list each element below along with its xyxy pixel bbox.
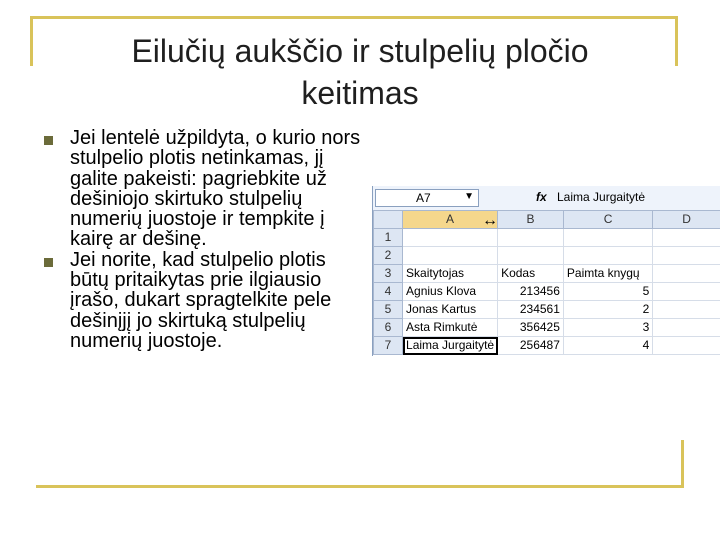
row-header[interactable]: 1	[374, 229, 403, 247]
frame-bottom-line	[36, 485, 684, 488]
column-header-c[interactable]: C	[563, 211, 652, 229]
row-header[interactable]: 2	[374, 247, 403, 265]
select-all-corner[interactable]	[374, 211, 403, 229]
cell[interactable]	[563, 229, 652, 247]
cell[interactable]: 256487	[498, 337, 564, 355]
dropdown-arrow-icon[interactable]: ▼	[464, 191, 474, 202]
cell[interactable]: Skaitytojas	[403, 265, 498, 283]
frame-bottom-right-line	[681, 440, 684, 488]
cell[interactable]: Kodas	[498, 265, 564, 283]
resize-cursor-icon: ↔	[482, 212, 498, 229]
cell[interactable]: 4	[563, 337, 652, 355]
cell[interactable]	[403, 229, 498, 247]
cell[interactable]	[653, 229, 720, 247]
name-box[interactable]	[375, 189, 479, 207]
table-row	[374, 301, 720, 319]
cell[interactable]	[653, 265, 720, 283]
bullet-square-icon	[44, 136, 53, 145]
cell[interactable]: 234561	[498, 301, 564, 319]
table-row	[374, 247, 720, 265]
function-icon[interactable]: fx	[536, 190, 547, 204]
title-line-2: keitimas	[301, 75, 419, 111]
bullet-square-icon	[44, 258, 53, 267]
cell[interactable]	[498, 247, 564, 265]
cell[interactable]	[498, 229, 564, 247]
cell[interactable]	[563, 247, 652, 265]
bullet-text: Jei norite, kad stulpelio plotis būtų pritaikytas prie ilgiausio įrašo, dukart spragtelkite pele dešinįjį jo skirtuką stulpelių numerių juostoje.	[70, 248, 332, 352]
title-line-1: Eilučių aukščio ir stulpelių pločio	[131, 33, 589, 69]
table-row	[374, 265, 720, 283]
formula-bar	[373, 186, 720, 211]
cell-grid	[373, 210, 720, 355]
bullet-list	[44, 128, 374, 351]
cell[interactable]: Asta Rimkutė	[403, 319, 498, 337]
row-header[interactable]: 5	[374, 301, 403, 319]
bullet-item	[44, 250, 374, 351]
cell[interactable]	[653, 283, 720, 301]
column-header-b[interactable]: B	[498, 211, 564, 229]
cell[interactable]	[653, 337, 720, 355]
cell[interactable]	[653, 319, 720, 337]
frame-left-line	[30, 16, 33, 66]
formula-input[interactable]: Laima Jurgaitytė	[557, 190, 646, 204]
cell[interactable]	[653, 247, 720, 265]
slide-title	[40, 30, 680, 114]
table-row	[374, 283, 720, 301]
bullet-item	[44, 128, 374, 250]
row-header[interactable]: 7	[374, 337, 403, 355]
cell[interactable]: 5	[563, 283, 652, 301]
cell[interactable]: Paimta knygų	[563, 265, 652, 283]
table-row	[374, 319, 720, 337]
row-header[interactable]: 6	[374, 319, 403, 337]
cell[interactable]: 356425	[498, 319, 564, 337]
cell[interactable]	[403, 247, 498, 265]
bullet-text: Jei lentelė užpildyta, o kurio nors stulpelio plotis netinkamas, jį galite pakeisti: pagriebkite už dešiniojo skirtuko stulpelių numerių juostoje ir tempkite į kairę ar dešinę.	[70, 127, 361, 251]
table-row	[374, 229, 720, 247]
cell[interactable]: 3	[563, 319, 652, 337]
cell[interactable]: 213456	[498, 283, 564, 301]
cell[interactable]	[653, 301, 720, 319]
cell[interactable]: Agnius Klova	[403, 283, 498, 301]
spreadsheet-screenshot	[372, 186, 720, 356]
frame-top-line	[30, 16, 678, 19]
column-header-a[interactable]: A	[403, 211, 498, 229]
row-header[interactable]: 3	[374, 265, 403, 283]
cell[interactable]: Jonas Kartus	[403, 301, 498, 319]
active-cell[interactable]: Laima Jurgaitytė	[403, 337, 498, 355]
column-header-d[interactable]: D	[653, 211, 720, 229]
table-row	[374, 337, 720, 355]
row-header[interactable]: 4	[374, 283, 403, 301]
name-box-value: A7	[416, 191, 431, 205]
cell[interactable]: 2	[563, 301, 652, 319]
